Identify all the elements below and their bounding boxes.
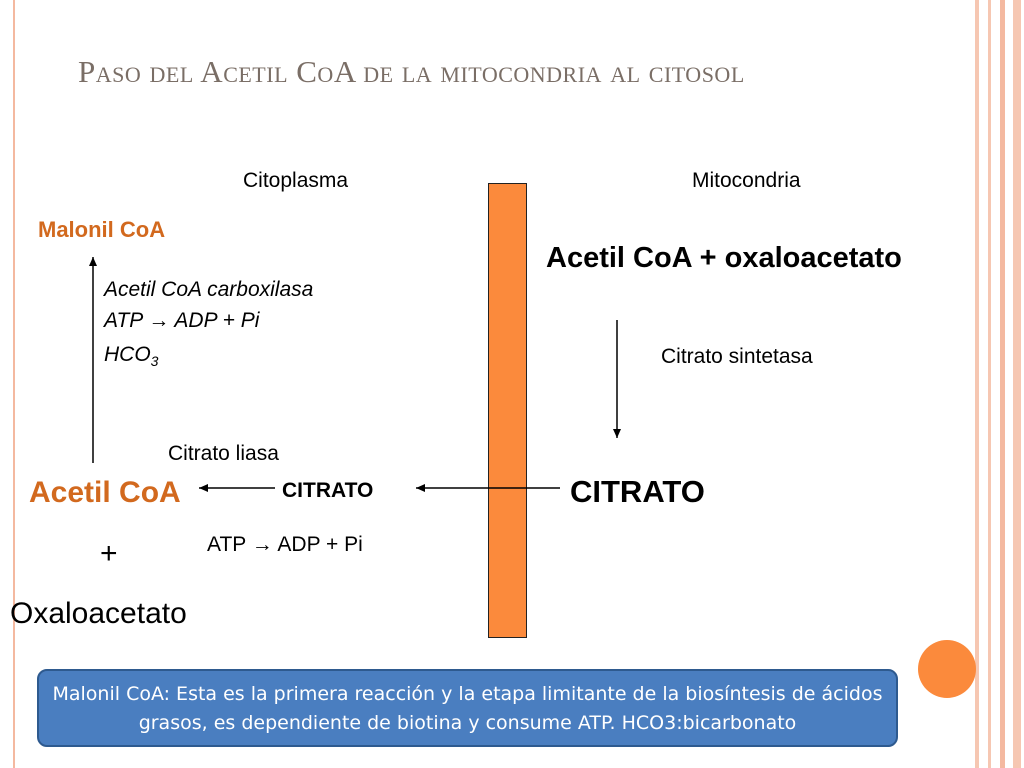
cytoplasm-label: Citoplasma — [243, 169, 349, 192]
mitochondria-label: Mitocondria — [692, 169, 801, 192]
carboxylase-atp: ATP → ADP + Pi — [104, 309, 260, 332]
oxaloacetate: Oxaloacetato — [10, 597, 187, 630]
decorative-circle — [918, 640, 976, 698]
slide-title: Paso del Acetil CoA de la mitocondria al citosol — [78, 54, 745, 89]
note-box: Malonil CoA: Esta es la primera reacción y la etapa limitante de la biosíntesis de ácidos grasos, es dependiente de biotina y consume ATP. HCO3:bicarbonato — [37, 669, 898, 747]
cyto-citrate: CITRATO — [282, 479, 374, 502]
malonyl-coa: Malonil CoA — [38, 217, 166, 242]
lyase-atp: ATP → ADP + Pi — [207, 533, 363, 556]
mito-citrate: CITRATO — [570, 474, 705, 509]
plus-sign: + — [100, 537, 118, 570]
mito-reactants: Acetil CoA + oxaloacetato — [546, 242, 902, 274]
acetyl-coa-cyto: Acetil CoA — [29, 476, 181, 509]
carboxylase-enzyme: Acetil CoA carboxilasa — [104, 278, 314, 301]
hco3-subscript: 3 — [150, 353, 159, 370]
citrate-synthase-label: Citrato sintetasa — [661, 345, 813, 368]
hco3-text: HCO — [104, 343, 151, 366]
citrate-lyase-label: Citrato liasa — [168, 442, 279, 465]
